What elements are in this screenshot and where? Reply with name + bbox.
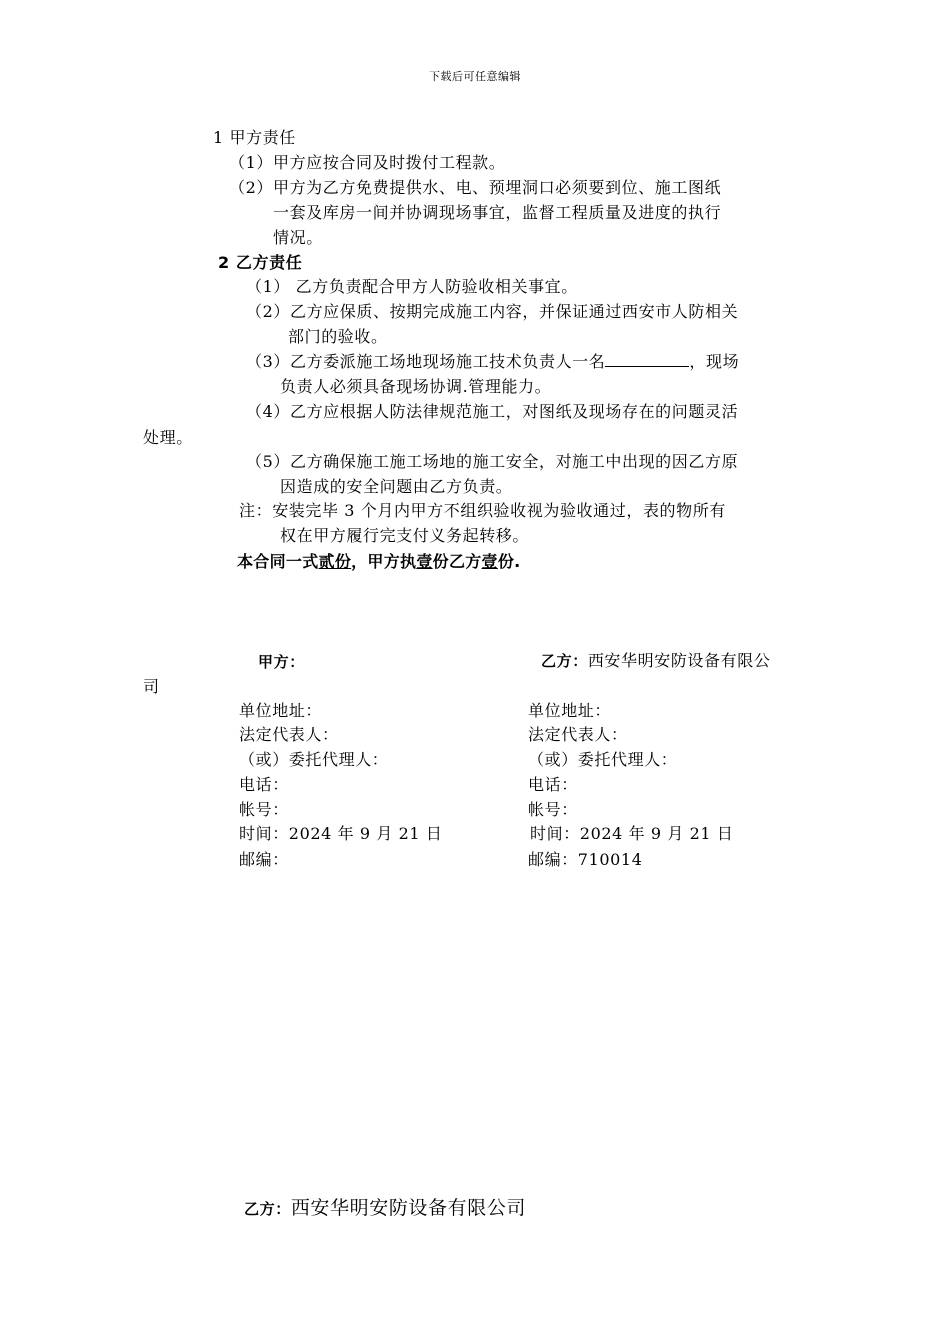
partyB-item-3-line-2: 负责人必须具备现场协调.管理能力。 <box>280 377 552 396</box>
copies-two: 贰份 <box>318 552 352 571</box>
partyB-label: 乙方： <box>541 652 588 670</box>
partyA-item-1: （1）甲方应按合同及时拨付工程款。 <box>229 153 506 172</box>
partyA-account: 帐号： <box>239 800 289 819</box>
partyB-account: 帐号： <box>528 800 578 819</box>
copies-suffix: 份. <box>497 552 521 571</box>
partyB-item-4-line-2: 处理。 <box>143 428 193 447</box>
partyB-agent: （或）委托代理人： <box>528 750 678 769</box>
partyB-signature-line <box>541 651 770 671</box>
partyA-responsibilities-heading: 1 甲方责任 <box>213 128 296 147</box>
partyB-item-2-line-2: 部门的验收。 <box>288 327 388 346</box>
partyA-item-2-line-1: （2）甲方为乙方免费提供水、电、预埋洞口必须要到位、施工图纸 <box>229 178 722 197</box>
copies-statement <box>237 552 521 572</box>
partyA-phone: 电话： <box>239 775 289 794</box>
partyB-item-2-line-1: （2）乙方应保质、按期完成施工内容，并保证通过西安市人防相关 <box>246 302 739 321</box>
partyA-legal-rep: 法定代表人： <box>239 725 339 744</box>
copies-mid-2: 份乙方 <box>432 552 482 571</box>
footer-partyB <box>244 1196 526 1221</box>
partyA-agent: （或）委托代理人： <box>239 750 389 769</box>
copies-mid-1: ，甲方执 <box>351 552 417 571</box>
footer-partyB-label: 乙方： <box>244 1200 291 1218</box>
partyB-company-name-wrap: 司 <box>143 677 160 696</box>
partyA-date: 时间：2024 年 9 月 21 日 <box>239 824 443 843</box>
partyA-label: 甲方： <box>258 653 305 671</box>
partyB-phone: 电话： <box>528 775 578 794</box>
partyB-postcode: 邮编：710014 <box>528 850 643 869</box>
partyB-item-4-line-1: （4）乙方应根据人防法律规范施工，对图纸及现场存在的问题灵活 <box>246 402 739 421</box>
partyB-item-5-line-1: （5）乙方确保施工施工场地的施工安全，对施工中出现的因乙方原 <box>246 452 739 471</box>
partyB-item-3-line-1 <box>246 352 739 372</box>
note-line-1: 注：安装完毕 3 个月内甲方不组织验收视为验收通过，表的物所有 <box>239 501 726 520</box>
partyA-postcode: 邮编： <box>239 850 289 869</box>
partyB-item-3-text-a: （3）乙方委派施工场地现场施工技术负责人一名 <box>246 352 606 371</box>
partyB-company-name: 西安华明安防设备有限公 <box>587 651 771 670</box>
partyA-item-2-line-2: 一套及库房一间并协调现场事宜，监督工程质量及进度的执行 <box>273 203 722 222</box>
representative-blank-line <box>605 352 689 367</box>
copies-one-a: 壹 <box>416 552 433 571</box>
note-line-2: 权在甲方履行完支付义务起转移。 <box>280 526 530 545</box>
copies-prefix: 本合同一式 <box>237 552 319 571</box>
partyB-legal-rep: 法定代表人： <box>528 725 628 744</box>
partyB-address: 单位地址： <box>528 701 612 720</box>
partyB-item-5-line-2: 因造成的安全问题由乙方负责。 <box>280 477 513 496</box>
partyB-item-1: （1） 乙方负责配合甲方人防验收相关事宜。 <box>246 277 578 296</box>
partyA-address: 单位地址： <box>239 701 323 720</box>
partyA-item-2-line-3: 情况。 <box>273 228 323 247</box>
partyB-item-3-text-b: ，现场 <box>689 352 740 371</box>
partyB-date: 时间：2024 年 9 月 21 日 <box>530 824 734 843</box>
copies-one-b: 壹 <box>481 552 498 571</box>
partyB-responsibilities-heading: 2 乙方责任 <box>218 253 303 272</box>
page-header: 下载后可任意编辑 <box>429 70 521 83</box>
footer-company-name: 西安华明安防设备有限公司 <box>290 1197 527 1219</box>
